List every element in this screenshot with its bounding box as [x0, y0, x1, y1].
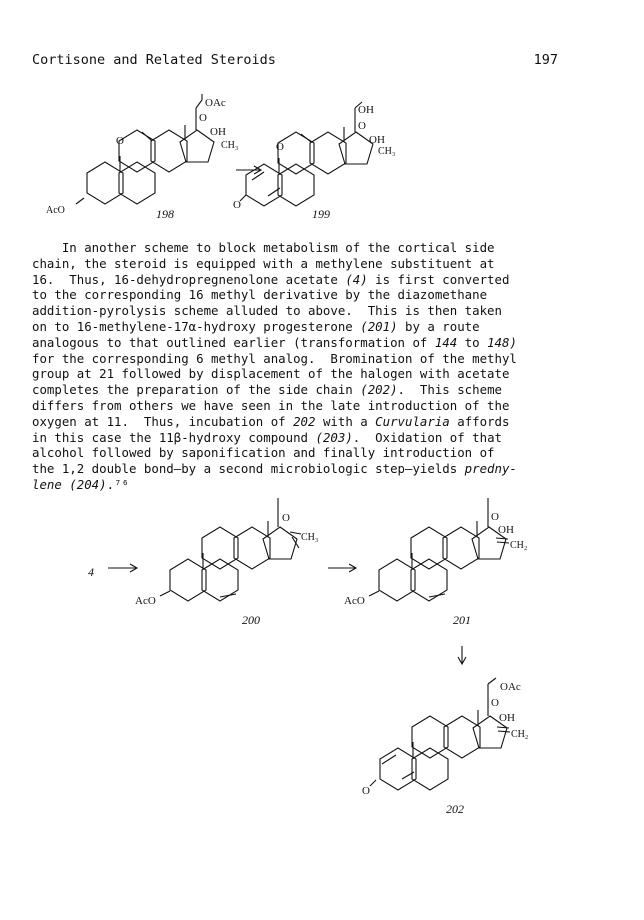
reaction-arrow-1	[236, 166, 261, 174]
paragraph-line	[32, 335, 562, 351]
paragraph-text: addition-pyrolysis scheme alluded to above. This is then taken	[32, 303, 502, 319]
compound-199-label: 199	[312, 207, 330, 221]
reaction-arrow-3	[328, 564, 356, 572]
compound-202-label: 202	[446, 802, 464, 816]
compound-199	[240, 102, 373, 206]
body-paragraph	[32, 240, 562, 493]
compound-202-enone-o: O	[362, 785, 370, 797]
compound-202-ketone-o: O	[491, 697, 499, 709]
paragraph-line	[32, 461, 562, 477]
paragraph-text: is first converted	[367, 271, 510, 287]
compound-199-ketone-o: O	[358, 120, 366, 132]
compound-198-oac: OAc	[205, 97, 226, 109]
paragraph-text: chain, the steroid is equipped with a methylene substituent at	[32, 255, 495, 271]
compound-199-ring-o: O	[276, 141, 284, 153]
paragraph-text: group at 21 followed by displacement of the halogen with acetate	[32, 366, 510, 382]
paragraph-text: 144	[434, 334, 458, 350]
compound-200-aco: AcO	[135, 595, 156, 607]
paragraph-line	[32, 272, 562, 288]
paragraph-text: (201)	[360, 318, 398, 334]
paragraph-line	[32, 414, 562, 430]
paragraph-text: by a route	[397, 318, 480, 334]
paragraph-text: predny-	[464, 461, 517, 477]
paragraph-text: .⁷⁶	[106, 476, 129, 492]
reaction-arrow-2	[108, 564, 137, 572]
paragraph-line	[32, 240, 562, 256]
paragraph-text: to the corresponding 16 methyl derivative by the diazomethane	[32, 287, 488, 303]
compound-201	[369, 498, 509, 601]
compound-200-label: 200	[242, 613, 260, 627]
running-title: Cortisone and Related Steroids	[32, 52, 276, 68]
paragraph-line	[32, 366, 562, 382]
paragraph-text: for the corresponding 6 methyl analog. Bromination of the methyl	[32, 350, 517, 366]
paragraph-text: (202)	[360, 382, 398, 398]
paragraph-line	[32, 303, 562, 319]
compound-201-aco: AcO	[344, 595, 365, 607]
paragraph-text: . This scheme	[397, 382, 502, 398]
paragraph-text: completes the preparation of the side chain	[32, 382, 361, 398]
paragraph-line	[32, 319, 562, 335]
compound-202	[370, 678, 510, 790]
paragraph-text: affords	[449, 413, 510, 429]
paragraph-line	[32, 477, 562, 493]
compound-198-aco: AcO	[46, 205, 65, 216]
compound-200-methyl: CH₃	[301, 532, 319, 543]
paragraph-line	[32, 382, 562, 398]
paragraph-line	[32, 287, 562, 303]
paragraph-text: In another scheme to block metabolism of the cortical side	[32, 240, 495, 255]
paragraph-line	[32, 351, 562, 367]
compound-198-ring-o: O	[116, 135, 124, 147]
paragraph-text: Curvularia	[375, 413, 450, 429]
paragraph-text: 16. Thus, 16-dehydropregnenolone acetate	[32, 271, 346, 287]
compound-202-methylene: CH₂	[511, 729, 529, 740]
paragraph-text: lene (204)	[32, 476, 107, 492]
compound-202-oac: OAc	[500, 681, 521, 693]
paragraph-text: 148)	[487, 334, 517, 350]
paragraph-line	[32, 430, 562, 446]
compound-201-ketone-o: O	[491, 511, 499, 523]
start-compound-label: 4	[88, 565, 94, 579]
compound-199-oh: OH	[369, 134, 385, 146]
paragraph-text: oxygen at 11. Thus, incubation of	[32, 413, 294, 429]
compound-199-oh-top: OH	[358, 104, 374, 116]
paragraph-line	[32, 398, 562, 414]
compound-202-oh: OH	[499, 712, 515, 724]
paragraph-text: differs from others we have seen in the late introduction of the	[32, 397, 510, 413]
compound-198-ketone-o: O	[199, 112, 207, 124]
paragraph-text: (4)	[345, 271, 368, 287]
paragraph-text: . Oxidation of that	[352, 429, 502, 445]
paragraph-line	[32, 445, 562, 461]
paragraph-text: analogous to that outlined earlier (transformation of	[32, 334, 435, 350]
compound-201-oh: OH	[498, 524, 514, 536]
compound-198-oh: OH	[210, 126, 226, 138]
paragraph-line	[32, 256, 562, 272]
paragraph-text: 202	[293, 413, 316, 429]
paragraph-text: with a	[315, 413, 376, 429]
compound-199-enone-o: O	[233, 199, 241, 211]
paragraph-text: the 1,2 double bond—by a second microbiologic step—yields	[32, 461, 465, 477]
paragraph-text: to	[457, 334, 488, 350]
page-number: 197	[533, 52, 558, 68]
compound-198	[76, 94, 214, 204]
paragraph-text: (203)	[315, 429, 353, 445]
compound-198-label: 198	[156, 207, 174, 221]
compound-201-methylene: CH₂	[510, 540, 528, 551]
compound-200-ketone-o: O	[282, 512, 290, 524]
compound-201-label: 201	[453, 613, 471, 627]
compound-198-methyl: CH₃	[221, 140, 239, 151]
paragraph-text: on to 16-methylene-17α-hydroxy progesterone	[32, 318, 361, 334]
reaction-arrow-4	[458, 646, 466, 664]
compound-199-methyl: CH₃	[378, 146, 396, 157]
paragraph-text: alcohol followed by saponification and finally introduction of	[32, 445, 495, 461]
compound-200	[160, 498, 301, 601]
paragraph-text: in this case the 11β-hydroxy compound	[32, 429, 316, 445]
